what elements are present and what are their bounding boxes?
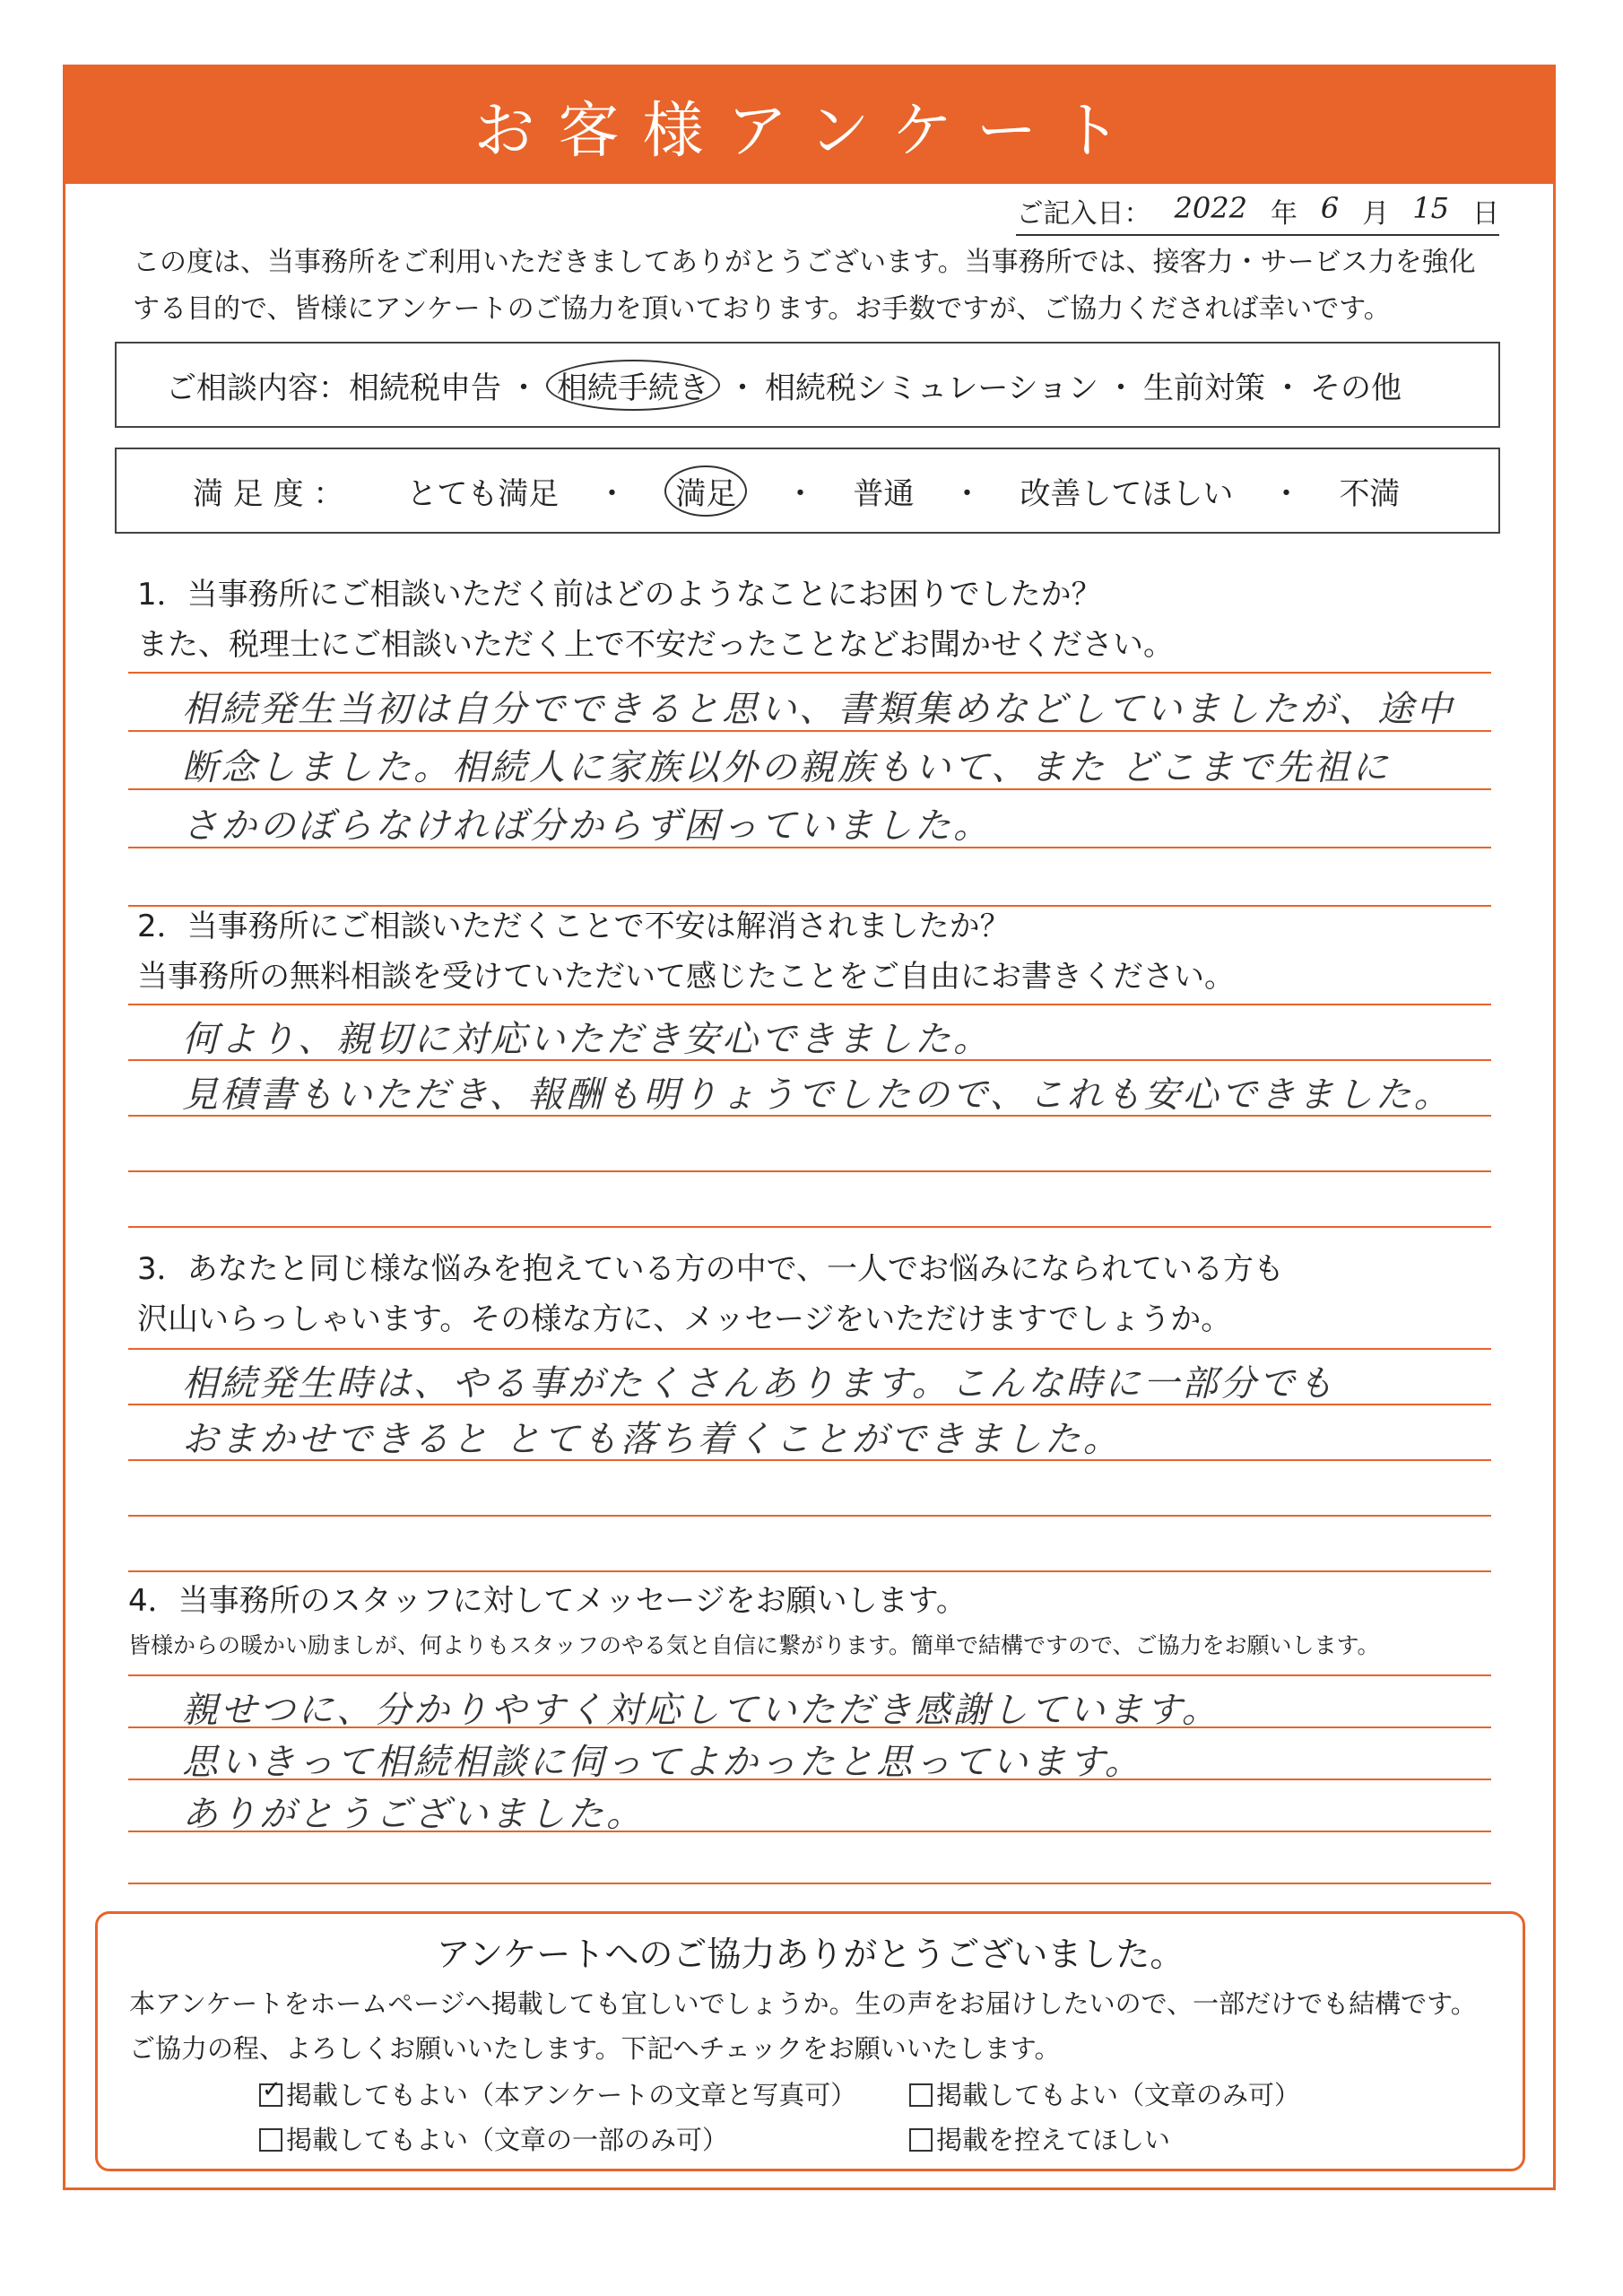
answer-rule bbox=[128, 1570, 1491, 1572]
q3-line: 沢山いらっしゃいます。その様な方に、メッセージをいただけますでしょうか。 bbox=[137, 1301, 1232, 1337]
date-label: ご記入日： bbox=[1016, 198, 1151, 230]
separator: ・ bbox=[951, 475, 983, 512]
consent-option-label: 掲載してもよい（本アンケートの文章と写真可） bbox=[286, 2080, 857, 2110]
separator: ・ bbox=[1105, 370, 1136, 406]
q4-answer-line: 親せつに、分かりやすく対応していただき感謝しています。 bbox=[182, 1690, 1220, 1731]
date-month-unit: 月 bbox=[1362, 198, 1390, 230]
consultation-option-selected[interactable]: 相続手続き bbox=[546, 360, 720, 411]
consent-option-text-only[interactable] bbox=[909, 2075, 1300, 2112]
consent-option-label: 掲載してもよい（文章のみ可） bbox=[936, 2080, 1301, 2110]
q2-line: 当事務所の無料相談を受けていただいて感じたことをご自由にお書きください。 bbox=[137, 959, 1235, 995]
answer-rule bbox=[128, 1674, 1491, 1676]
consent-instruction: ご協力の程、よろしくお願いいたします。下記へチェックをお願いいたします。 bbox=[129, 2033, 1061, 2064]
separator: ・ bbox=[1271, 370, 1303, 406]
q1-answer-line: 断念しました。相続人に家族以外の親族もいて、また どこまで先祖に bbox=[182, 747, 1391, 788]
checkbox-icon[interactable] bbox=[259, 2128, 282, 2152]
answer-rule bbox=[128, 672, 1491, 674]
separator: ・ bbox=[596, 475, 628, 512]
q3-answer-area[interactable] bbox=[128, 1348, 1491, 1608]
q3-answer-line: 相続発生時は、やる事がたくさんあります。こんな時に一部分でも bbox=[182, 1363, 1336, 1405]
consultation-option[interactable]: 生前対策 bbox=[1142, 370, 1265, 406]
satisfaction-option[interactable]: 改善してほしい bbox=[1020, 475, 1234, 512]
intro-line: する目的で、皆様にアンケートのご協力を頂いております。お手数ですが、ご協力くだされば幸いです。 bbox=[133, 293, 1391, 325]
consent-panel bbox=[95, 1911, 1525, 2171]
answer-rule bbox=[128, 1170, 1491, 1172]
survey-sheet bbox=[63, 65, 1556, 2190]
q2-answer-line: 何より、親切に対応いただき安心できました。 bbox=[182, 1019, 992, 1060]
consultation-option[interactable]: 相続税シミュレーション bbox=[765, 370, 1098, 406]
checkbox-icon[interactable] bbox=[909, 2128, 933, 2152]
consent-option-label: 掲載を控えてほしい bbox=[936, 2125, 1171, 2155]
title-banner bbox=[65, 67, 1553, 184]
q3-question bbox=[137, 1244, 1284, 1344]
separator: ・ bbox=[785, 475, 816, 512]
consent-option-text-and-photo[interactable] bbox=[259, 2075, 856, 2112]
page-title: お客様アンケート bbox=[473, 95, 1145, 167]
q1-line: 1．当事務所にご相談いただく前はどのようなことにお困りでしたか？ bbox=[137, 577, 1102, 613]
entry-date bbox=[1016, 191, 1499, 236]
q4-subtitle: 皆様からの暖かい励ましが、何よりもスタッフのやる気と自信に繋がります。簡単で結構ですので、ご協力をお願いします。 bbox=[128, 1632, 1380, 1658]
answer-rule bbox=[128, 1004, 1491, 1005]
date-month: 6 bbox=[1320, 191, 1340, 225]
q2-answer-line: 見積書もいただき、報酬も明りょうでしたので、これも安心できました。 bbox=[182, 1074, 1453, 1116]
q4-answer-line: 思いきって相続相談に伺ってよかったと思っています。 bbox=[182, 1742, 1143, 1783]
satisfaction-box bbox=[115, 448, 1500, 534]
q3-line: 3．あなたと同じ様な悩みを抱えている方の中で、一人でお悩みになられている方も bbox=[137, 1251, 1284, 1287]
thanks-title: アンケートへのご協力ありがとうございました。 bbox=[436, 1935, 1185, 1974]
date-year-unit: 年 bbox=[1270, 198, 1298, 230]
consent-option-decline[interactable] bbox=[909, 2120, 1170, 2157]
answer-rule bbox=[128, 1883, 1491, 1884]
consent-option-partial-text[interactable] bbox=[259, 2120, 728, 2157]
q1-answer-line: 相続発生当初は自分でできると思い、書類集めなどしていましたが、途中 bbox=[182, 689, 1454, 730]
q4-question: 4．当事務所のスタッフに対してメッセージをお願いします。 bbox=[128, 1583, 967, 1619]
date-day-unit: 日 bbox=[1472, 198, 1499, 230]
intro-text bbox=[133, 239, 1496, 333]
separator: ・ bbox=[508, 370, 539, 406]
date-year: 2022 bbox=[1174, 191, 1247, 225]
q3-answer-line: おまかせできると とても落ち着くことができました。 bbox=[182, 1419, 1122, 1460]
q4-answer-area[interactable] bbox=[128, 1674, 1491, 1908]
separator: ・ bbox=[727, 370, 758, 406]
q1-question bbox=[137, 570, 1174, 670]
date-day: 15 bbox=[1412, 191, 1449, 225]
intro-line: この度は、当事務所をご利用いただきましてありがとうございます。当事務所では、接客力・サービス力を強化 bbox=[133, 247, 1476, 278]
satisfaction-option[interactable]: とても満足 bbox=[406, 475, 560, 512]
consent-option-label: 掲載してもよい（文章の一部のみ可） bbox=[286, 2125, 729, 2155]
q4-answer-line: ありがとうございました。 bbox=[182, 1794, 645, 1835]
satisfaction-label: 満 足 度 ： bbox=[193, 475, 344, 512]
consultation-box bbox=[115, 342, 1500, 428]
satisfaction-option-selected[interactable]: 満足 bbox=[664, 465, 747, 517]
q2-answer-area[interactable] bbox=[128, 1004, 1491, 1273]
separator: ・ bbox=[1271, 475, 1302, 512]
q2-line: 2．当事務所にご相談いただくことで不安は解消されましたか？ bbox=[137, 909, 1011, 944]
answer-rule bbox=[128, 1515, 1491, 1517]
checkbox-checked-icon[interactable] bbox=[259, 2083, 282, 2107]
q1-answer-line: さかのぼらなければ分からず困っていました。 bbox=[182, 805, 992, 847]
answer-rule bbox=[128, 1348, 1491, 1350]
q1-line: また、税理士にご相談いただく上で不安だったことなどお聞かせください。 bbox=[137, 627, 1174, 663]
consultation-label: ご相談内容： bbox=[166, 370, 349, 406]
q2-question bbox=[137, 901, 1235, 1002]
consultation-option[interactable]: 相続税申告 bbox=[349, 370, 501, 406]
checkbox-icon[interactable] bbox=[909, 2083, 933, 2107]
consent-text: 本アンケートをホームページへ掲載しても宜しいでしょうか。生の声をお届けしたいので、一部だけでも結構です。 bbox=[129, 1988, 1477, 2019]
consultation-option[interactable]: その他 bbox=[1309, 370, 1402, 406]
satisfaction-option[interactable]: 普通 bbox=[853, 475, 915, 512]
satisfaction-option[interactable]: 不満 bbox=[1339, 475, 1401, 512]
answer-rule bbox=[128, 1226, 1491, 1228]
